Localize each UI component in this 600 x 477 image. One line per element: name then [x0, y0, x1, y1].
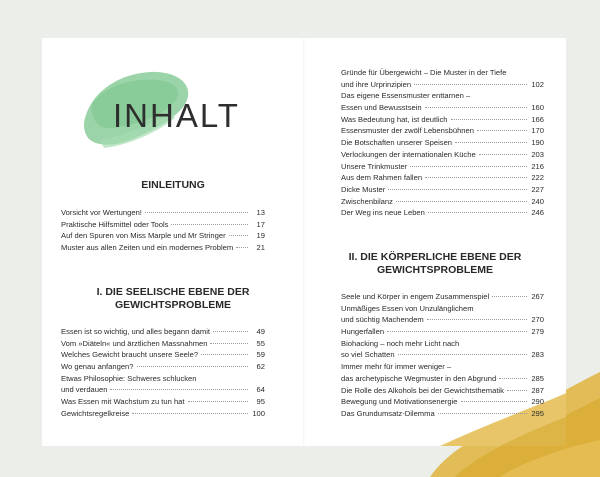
toc-entry-title: Vorsicht vor Wertungen!	[61, 208, 142, 217]
toc-entry[interactable]	[61, 242, 265, 254]
toc-entry-title: Verlockungen der internationalen Küche	[341, 149, 476, 159]
toc-entry-page: 295	[531, 408, 544, 418]
toc-entry[interactable]	[341, 303, 544, 315]
toc-entry-page: 21	[256, 243, 265, 253]
toc-entry-title: und ihre Urprinzipien	[341, 79, 412, 89]
toc-entry-title: Aus dem Rahmen fallen	[341, 173, 423, 183]
toc-entry-title: Praktische Hilfsmittel oder Tools	[61, 219, 169, 229]
toc-entry-title: Die Rolle des Alkohols bei der Gewichtsthematik	[341, 385, 504, 395]
toc-entry[interactable]	[61, 219, 265, 231]
toc-entry-page: 49	[256, 327, 265, 336]
toc-entry-title: Essen und Bewusstsein	[341, 103, 422, 113]
part1-heading-line1: I. DIE SEELISCHE EBENE DER	[96, 286, 250, 298]
toc-entry-page: 285	[531, 373, 544, 383]
part1-heading	[42, 286, 304, 312]
toc-entry[interactable]	[341, 373, 544, 385]
toc-entry-title: Auf den Spuren von Miss Marple und Mr Stringer	[61, 231, 226, 241]
toc-entry-title: Vom »Diäteln« und ärztlichen Massnahmen	[61, 338, 208, 348]
part2-heading-line2: GEWICHTSPROBLEME	[376, 264, 494, 276]
toc-entry-page: 287	[531, 385, 544, 395]
toc-entry[interactable]	[341, 291, 544, 303]
toc-entry[interactable]	[341, 326, 544, 338]
toc-entry-page: 160	[531, 103, 544, 113]
introduction-heading: EINLEITUNG	[141, 179, 205, 191]
toc-entry[interactable]	[61, 373, 265, 385]
toc-entry[interactable]	[341, 161, 544, 173]
toc-entry[interactable]	[61, 361, 265, 373]
part2-toc	[341, 291, 544, 420]
toc-entry-page: 222	[531, 173, 544, 183]
toc-entry[interactable]	[61, 230, 265, 242]
toc-entry-title: so viel Schatten	[341, 350, 395, 360]
part2-heading	[304, 251, 566, 277]
toc-entry-page: 290	[531, 397, 544, 407]
toc-entry[interactable]	[341, 314, 544, 326]
toc-entry-title: Unsere Trinkmuster	[341, 161, 408, 171]
toc-entry-title: und verdauen	[61, 385, 108, 395]
toc-entry[interactable]	[341, 67, 544, 79]
toc-entry-page: 270	[531, 315, 544, 325]
toc-entry-title: Etwas Philosophie: Schweres schlucken	[61, 373, 197, 383]
toc-entry-title: und süchtig Machendem	[341, 315, 424, 325]
toc-entry[interactable]	[341, 172, 544, 184]
toc-entry-title: Das eigene Essensmuster enttarnen –	[341, 91, 471, 101]
toc-entry-title: Muster aus allen Zeiten und ein modernes Problem	[61, 243, 234, 253]
toc-entry-page: 166	[531, 114, 544, 124]
part2-heading-line1: II. DIE KÖRPERLICHE EBENE DER	[348, 251, 522, 263]
toc-entry-title: Hungerfallen	[341, 327, 385, 337]
toc-entry-page: 190	[531, 138, 544, 148]
toc-entry[interactable]	[61, 207, 265, 219]
toc-entry-title: Essen ist so wichtig, und alles begann damit	[61, 327, 211, 336]
toc-entry-title: Unmäßiges Essen von Unzulänglichem	[341, 303, 474, 313]
toc-entry-page: 267	[531, 292, 544, 301]
toc-entry-title: Biohacking – noch mehr Licht nach	[341, 338, 460, 348]
toc-entry[interactable]	[61, 338, 265, 350]
toc-entry[interactable]	[341, 408, 544, 420]
toc-entry-page: 59	[256, 350, 265, 360]
toc-entry-page: 203	[531, 149, 544, 159]
toc-entry[interactable]	[341, 125, 544, 137]
toc-entry-page: 62	[256, 362, 265, 372]
toc-entry[interactable]	[61, 349, 265, 361]
toc-entry-title: Immer mehr für immer weniger –	[341, 362, 452, 372]
toc-entry-title: Seele und Körper in engem Zusammenspiel	[341, 292, 490, 301]
toc-entry-page: 19	[256, 231, 265, 241]
toc-entry-page: 246	[531, 208, 544, 218]
toc-entry-page: 100	[252, 408, 265, 418]
toc-entry[interactable]	[341, 184, 544, 196]
toc-entry-page: 17	[256, 219, 265, 229]
toc-entry-page: 170	[531, 126, 544, 136]
toc-entry-title: das archetypische Wegmuster in den Abgrund	[341, 373, 497, 383]
toc-entry-title: Gewichtsregelkreise	[61, 408, 130, 418]
toc-entry-title: Die Botschaften unserer Speisen	[341, 138, 453, 148]
toc-entry-title: Der Weg ins neue Leben	[341, 208, 425, 218]
toc-entry-title: Das Grundumsatz-Dilemma	[341, 408, 435, 418]
toc-entry[interactable]	[341, 207, 544, 219]
toc-entry-title: Essensmuster der zwölf Lebensbühnen	[341, 126, 474, 136]
right-top-toc	[341, 67, 544, 219]
toc-entry[interactable]	[341, 338, 544, 350]
toc-entry-title: Was Bedeutung hat, ist deutlich	[341, 114, 448, 124]
toc-entry-title: Zwischenbilanz	[341, 196, 393, 206]
part1-toc	[61, 326, 265, 420]
toc-entry-title: Gründe für Übergewicht – Die Muster in der Tiefe	[341, 68, 507, 77]
toc-entry[interactable]	[341, 90, 544, 102]
toc-entry-page: 227	[531, 184, 544, 194]
toc-entry[interactable]	[341, 114, 544, 126]
toc-entry[interactable]	[341, 102, 544, 114]
toc-entry[interactable]	[341, 349, 544, 361]
toc-entry[interactable]	[341, 149, 544, 161]
toc-entry-page: 216	[531, 161, 544, 171]
toc-entry[interactable]	[341, 137, 544, 149]
toc-entry-page: 240	[531, 196, 544, 206]
toc-entry-page: 13	[256, 208, 265, 217]
toc-entry-title: Bewegung und Motivationsenergie	[341, 397, 458, 407]
toc-entry[interactable]	[61, 326, 265, 338]
toc-entry-title: Dicke Muster	[341, 184, 386, 194]
toc-entry-page: 95	[256, 397, 265, 407]
toc-entry[interactable]	[341, 361, 544, 373]
toc-entry-title: Was Essen mit Wachstum zu tun hat	[61, 397, 185, 407]
toc-entry[interactable]	[341, 396, 544, 408]
toc-entry[interactable]	[341, 196, 544, 208]
toc-entry-page: 102	[531, 79, 544, 89]
toc-entry-page: 64	[256, 385, 265, 395]
toc-entry[interactable]	[61, 408, 265, 420]
toc-entry-page: 279	[531, 327, 544, 337]
toc-entry-title: Welches Gewicht braucht unsere Seele?	[61, 350, 199, 360]
toc-entry[interactable]	[61, 396, 265, 408]
toc-entry[interactable]	[61, 384, 265, 396]
page-title: INHALT	[113, 97, 240, 134]
toc-entry-title: Wo genau anfangen?	[61, 362, 134, 372]
toc-entry-page: 283	[531, 350, 544, 360]
toc-entry[interactable]	[341, 79, 544, 91]
toc-entry-page: 55	[256, 338, 265, 348]
part1-heading-line2: GEWICHTSPROBLEME	[114, 299, 232, 311]
introduction-toc	[61, 207, 265, 254]
toc-entry[interactable]	[341, 385, 544, 397]
